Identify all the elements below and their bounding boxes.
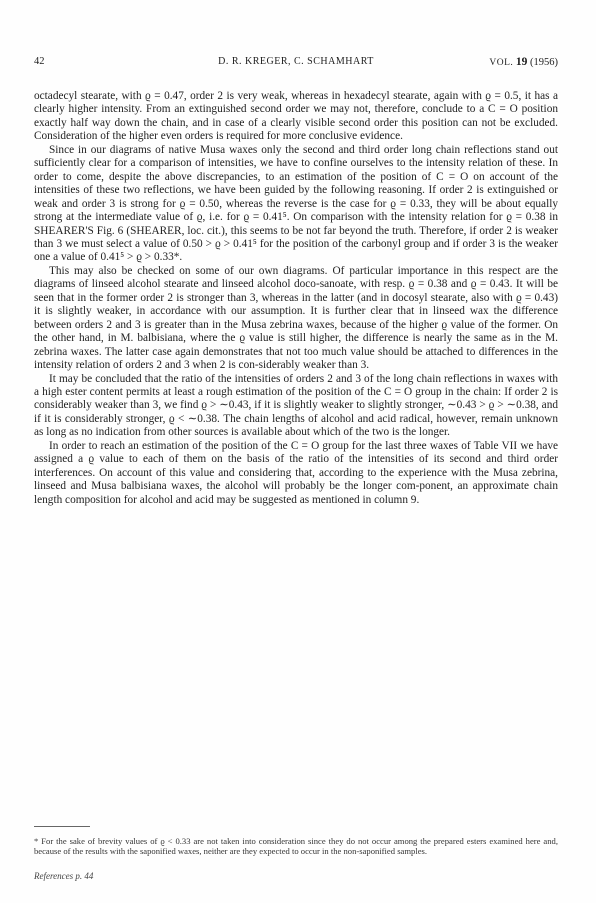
volume-info [489, 56, 558, 68]
paragraph: octadecyl stearate, with ϱ = 0.47, order 2 is very weak, whereas in hexadecyl stearate, again with ϱ = 0.5, it has a clearly higher intensity. From an extinguished second order we may not, therefore, conclude to a C = O position exactly half way down the chain, and in case of a clearly visible second order this position can not be excluded. Consideration of the higher even orders is required for more conclusive evidence. [34, 90, 558, 143]
page-header [34, 56, 558, 72]
body-text [34, 90, 558, 507]
paragraph: Since in our diagrams of native Musa waxes only the second and third order long chain reflections stand out sufficiently clear for a comparison of intensities, we have to confine ourselves to the intensity relation of these. In order to come, despite the above discrepancies, to an estimation of the position of C = O on account of the intensities of these two reflections, we have been guided by the following reasoning. If order 2 is extinguished or weak and order 3 is strong for ϱ = 0.50, whereas the reverse is the case for ϱ = 0.33, they will be about equally strong at the intermediate value of ϱ, i.e. for ϱ = 0.41⁵. On comparison with the intensity relation for ϱ = 0.38 in SHEARER'S Fig. 6 (SHEARER, loc. cit.), this seems to be not far beyond the truth. Therefore, if order 2 is weaker than 3 we must select a value of 0.50 > ϱ > 0.41⁵ for the position of the carbonyl group and if order 3 is the weaker one a value of 0.41⁵ > ϱ > 0.33*. [34, 143, 558, 264]
references-note: References p. 44 [34, 871, 94, 881]
page-number: 42 [34, 56, 45, 67]
paragraph: It may be concluded that the ratio of the intensities of orders 2 and 3 of the long chain reflections in waxes with a high ester content permits at least a rough estimation of the position of the C = O group in the chain: If order 2 is considerably weaker than 3, we find ϱ > ∼0.43, if it is slightly weaker to slightly stronger, ∼0.43 > ϱ > ∼0.38, and if it is considerably stronger, ϱ < ∼0.38. The chain lengths of alcohol and acid radical, however, remain unknown as long as no indication from other sources is available about which of the two is the longer. [34, 372, 558, 439]
footnote-divider [34, 826, 90, 827]
volume-label: VOL. [489, 58, 514, 68]
paragraph: In order to reach an estimation of the position of the C = O group for the last three waxes of Table VII we have assigned a ϱ value to each of them on the basis of the ratio of the intensities of its second and third order interferences. On account of this value and considering that, according to the experience with the Musa zebrina, linseed and Musa balbisiana waxes, the alcohol will probably be the longer com-ponent, an approximate chain length composition for alcohol and acid may be suggested as mentioned in column 9. [34, 439, 558, 506]
paragraph: This may also be checked on some of our own diagrams. Of particular importance in this respect are the diagrams of linseed alcohol stearate and linseed alcohol doco-sanoate, with resp. ϱ = 0.38 and ϱ = 0.43. It will be seen that in the former order 2 is stronger than 3, whereas in the latter (and in docosyl stearate, also with ϱ = 0.43) it is slightly weaker, in accordance with our assumption. It is further clear that in linseed wax the difference between orders 2 and 3 is greater than in the Musa zebrina waxes, because of the higher ϱ value of the former. On the other hand, in M. balbisiana, where the ϱ value is still higher, the difference is nearly the same as in the M. zebrina waxes. The latter case again demonstrates that not too much value should be attached to differences in the intensity relation of orders 2 and 3 when 2 is con-siderably weaker than 3. [34, 264, 558, 372]
volume-year: (1956) [530, 57, 558, 68]
footnote: * For the sake of brevity values of ϱ < 0.33 are not taken into consideration since they do not occur among the prepared esters examined here and, because of the results with the saponified waxes, neither are they expected to occur in the non-saponified samples. [34, 836, 558, 857]
running-authors: D. R. KREGER, C. SCHAMHART [218, 56, 374, 67]
volume-number: 19 [515, 56, 528, 68]
